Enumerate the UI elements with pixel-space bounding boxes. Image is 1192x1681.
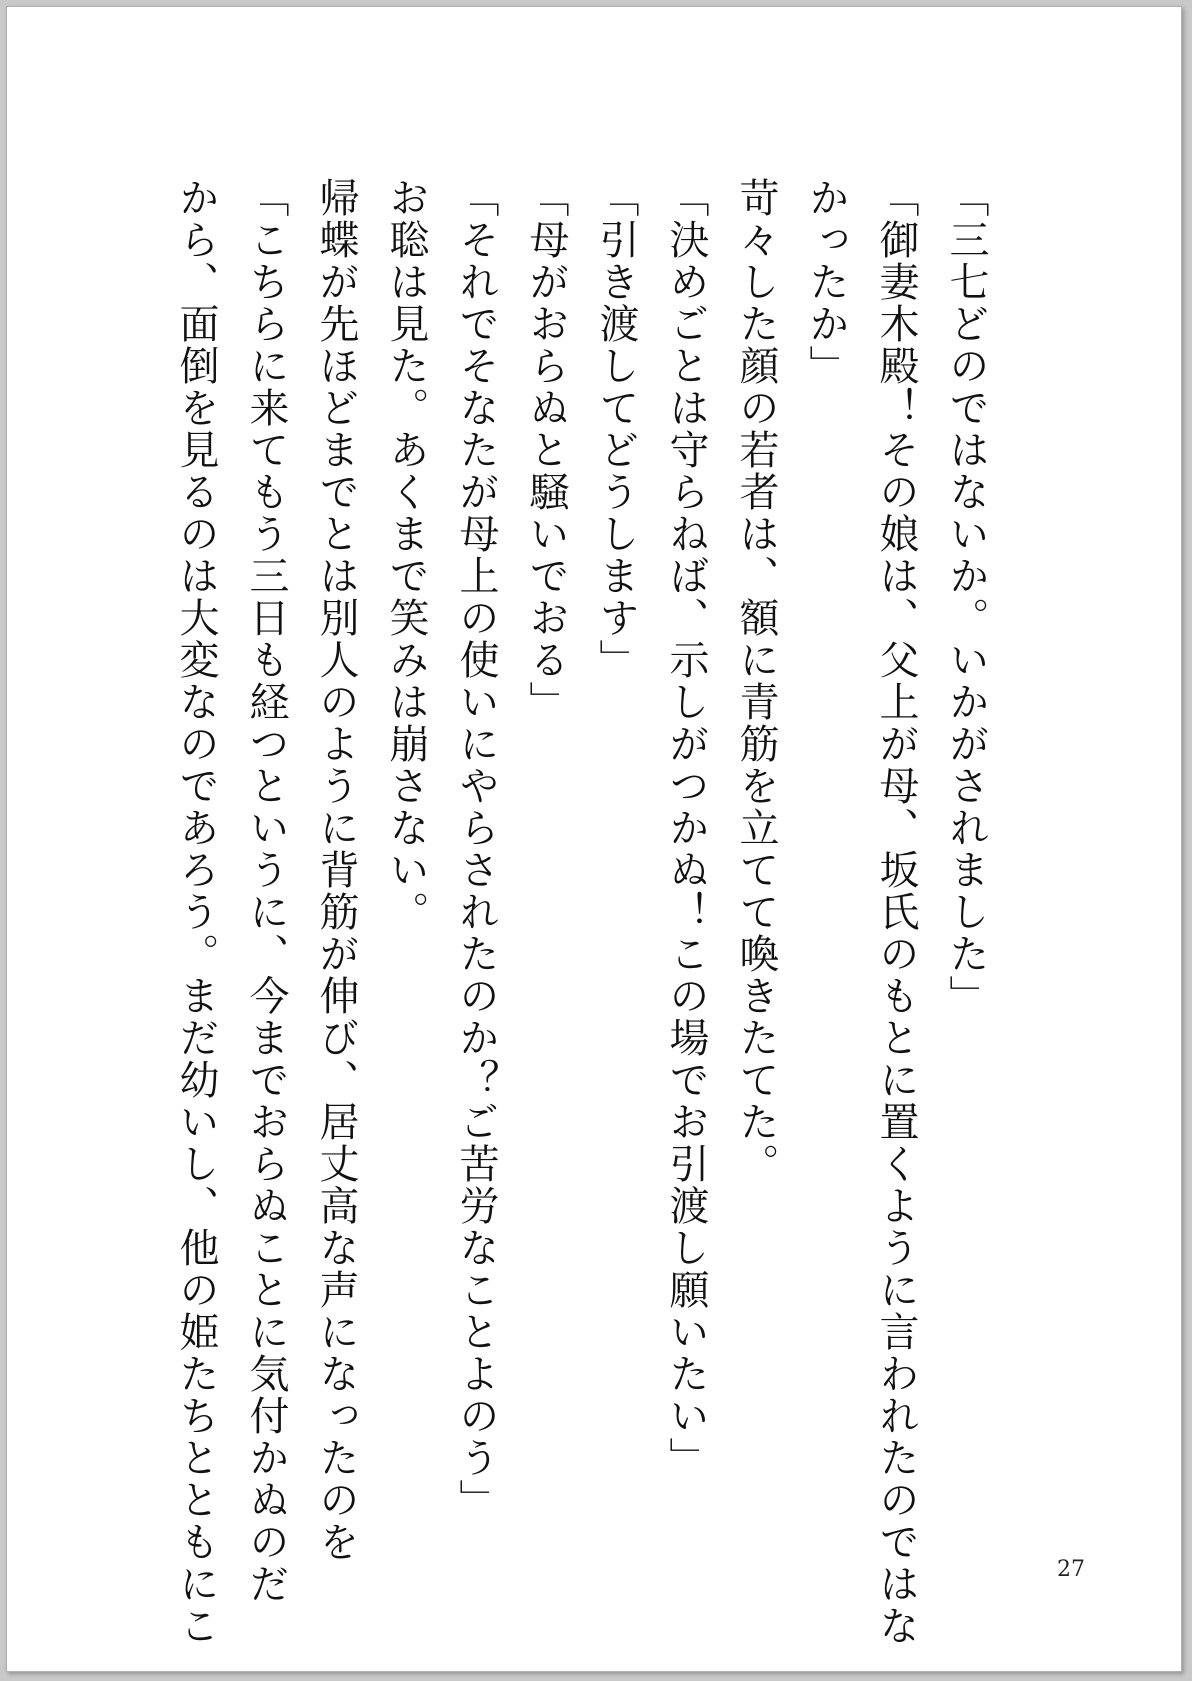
text-line: 「引き渡してどうします」 xyxy=(593,177,639,681)
page-number: 27 xyxy=(1057,1557,1085,1582)
text-line: 「こちらに来てもう三日も経つというに、今までおらぬことに気付かぬのだ xyxy=(243,177,289,1605)
text-line: 「決めごとは守らねば、示しがつかぬ！この場でお引渡し願いたい」 xyxy=(663,177,709,1479)
text-line: かったか」 xyxy=(803,177,849,387)
vertical-text-body xyxy=(161,177,1001,1647)
text-line: 「三七どのではないか。いかがされました」 xyxy=(943,177,989,1017)
document-page xyxy=(6,6,1182,1672)
text-line: 帰蝶が先ほどまでとは別人のように背筋が伸び、居丈高な声になったのを xyxy=(313,177,359,1563)
text-line: 「母がおらぬと騒いでおる」 xyxy=(523,177,569,723)
text-line: から、面倒を見るのは大変なのであろう。まだ幼いし、他の姫たちとともにこ xyxy=(173,177,219,1647)
text-line: 「御妻木殿！その娘は、父上が母、坂氏のもとに置くように言われたのではな xyxy=(873,177,919,1647)
text-line: 「それでそなたが母上の使いにやらされたのか？ご苦労なことよのう」 xyxy=(453,177,499,1521)
text-line: お聡は見た。あくまで笑みは崩さない。 xyxy=(383,177,429,933)
text-line: 苛々した顔の若者は、額に青筋を立てて喚きたてた。 xyxy=(733,177,779,1185)
